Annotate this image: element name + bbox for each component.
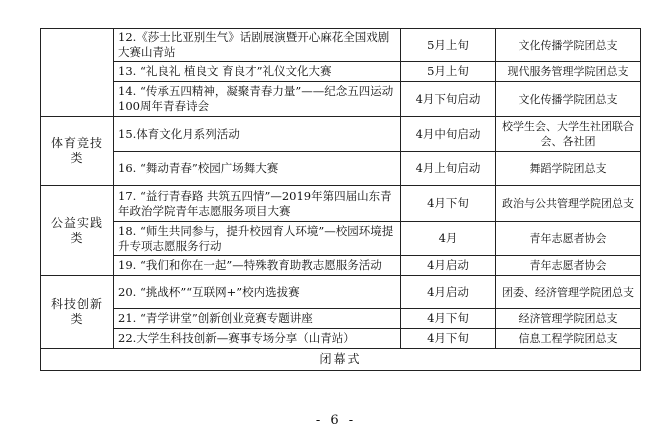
activity-cell: 20. “挑战杯”“互联网+”校内选拔赛 bbox=[114, 276, 401, 309]
category-cell: 科技创新类 bbox=[41, 276, 114, 349]
closing-ceremony-cell: 闭幕式 bbox=[41, 349, 641, 371]
organizer-cell: 团委、经济管理学院团总支 bbox=[496, 276, 641, 309]
organizer-cell: 文化传播学院团总支 bbox=[496, 82, 641, 117]
organizer-cell: 经济管理学院团总支 bbox=[496, 309, 641, 329]
activity-cell: 14. “传承五四精神，凝聚青春力量”——纪念五四运动100周年青春诗会 bbox=[114, 82, 401, 117]
time-cell: 5月上旬 bbox=[401, 29, 496, 62]
table-row bbox=[41, 117, 641, 152]
time-cell: 4月启动 bbox=[401, 256, 496, 276]
activity-cell: 16. “舞动青春”校园广场舞大赛 bbox=[114, 152, 401, 186]
organizer-cell: 青年志愿者协会 bbox=[496, 256, 641, 276]
time-cell: 4月 bbox=[401, 222, 496, 256]
table-row bbox=[41, 82, 641, 117]
time-cell: 4月中旬启动 bbox=[401, 117, 496, 152]
table-row bbox=[41, 186, 641, 222]
table-row bbox=[41, 62, 641, 82]
activity-cell: 17. “益行青春路 共筑五四情”—2019年第四届山东青年政治学院青年志愿服务项目大赛 bbox=[114, 186, 401, 222]
organizer-cell: 青年志愿者协会 bbox=[496, 222, 641, 256]
organizer-cell: 信息工程学院团总支 bbox=[496, 329, 641, 349]
organizer-cell: 舞蹈学院团总支 bbox=[496, 152, 641, 186]
activity-cell: 21. “青学讲堂”创新创业竞赛专题讲座 bbox=[114, 309, 401, 329]
organizer-cell: 现代服务管理学院团总支 bbox=[496, 62, 641, 82]
time-cell: 4月下旬 bbox=[401, 186, 496, 222]
category-cell: 公益实践类 bbox=[41, 186, 114, 276]
activity-cell: 19. “我们和你在一起”—特殊教育助教志愿服务活动 bbox=[114, 256, 401, 276]
page-number: - 6 - bbox=[315, 413, 357, 428]
time-cell: 4月下旬启动 bbox=[401, 82, 496, 117]
time-cell: 4月启动 bbox=[401, 276, 496, 309]
time-cell: 4月上旬启动 bbox=[401, 152, 496, 186]
organizer-cell: 政治与公共管理学院团总支 bbox=[496, 186, 641, 222]
time-cell: 5月上旬 bbox=[401, 62, 496, 82]
table-row bbox=[41, 349, 641, 371]
table-row bbox=[41, 309, 641, 329]
time-cell: 4月下旬 bbox=[401, 309, 496, 329]
organizer-cell: 文化传播学院团总支 bbox=[496, 29, 641, 62]
activity-cell: 18. “师生共同参与，提升校园育人环境”—校园环境提升专项志愿服务行动 bbox=[114, 222, 401, 256]
activity-cell: 22.大学生科技创新—赛事专场分享（山青站） bbox=[114, 329, 401, 349]
activity-cell: 15.体育文化月系列活动 bbox=[114, 117, 401, 152]
table-row bbox=[41, 276, 641, 309]
table-row bbox=[41, 152, 641, 186]
table-row bbox=[41, 256, 641, 276]
table-row bbox=[41, 29, 641, 62]
category-cell bbox=[41, 29, 114, 117]
organizer-cell: 校学生会、大学生社团联合会、各社团 bbox=[496, 117, 641, 152]
schedule-table bbox=[40, 28, 641, 371]
activity-cell: 12.《莎士比亚别生气》话剧展演暨开心麻花全国戏剧大赛山青站 bbox=[114, 29, 401, 62]
table-row bbox=[41, 222, 641, 256]
table-row bbox=[41, 329, 641, 349]
category-cell: 体育竞技类 bbox=[41, 117, 114, 186]
time-cell: 4月下旬 bbox=[401, 329, 496, 349]
activity-cell: 13. “礼良礼 植良文 育良才”礼仪文化大赛 bbox=[114, 62, 401, 82]
